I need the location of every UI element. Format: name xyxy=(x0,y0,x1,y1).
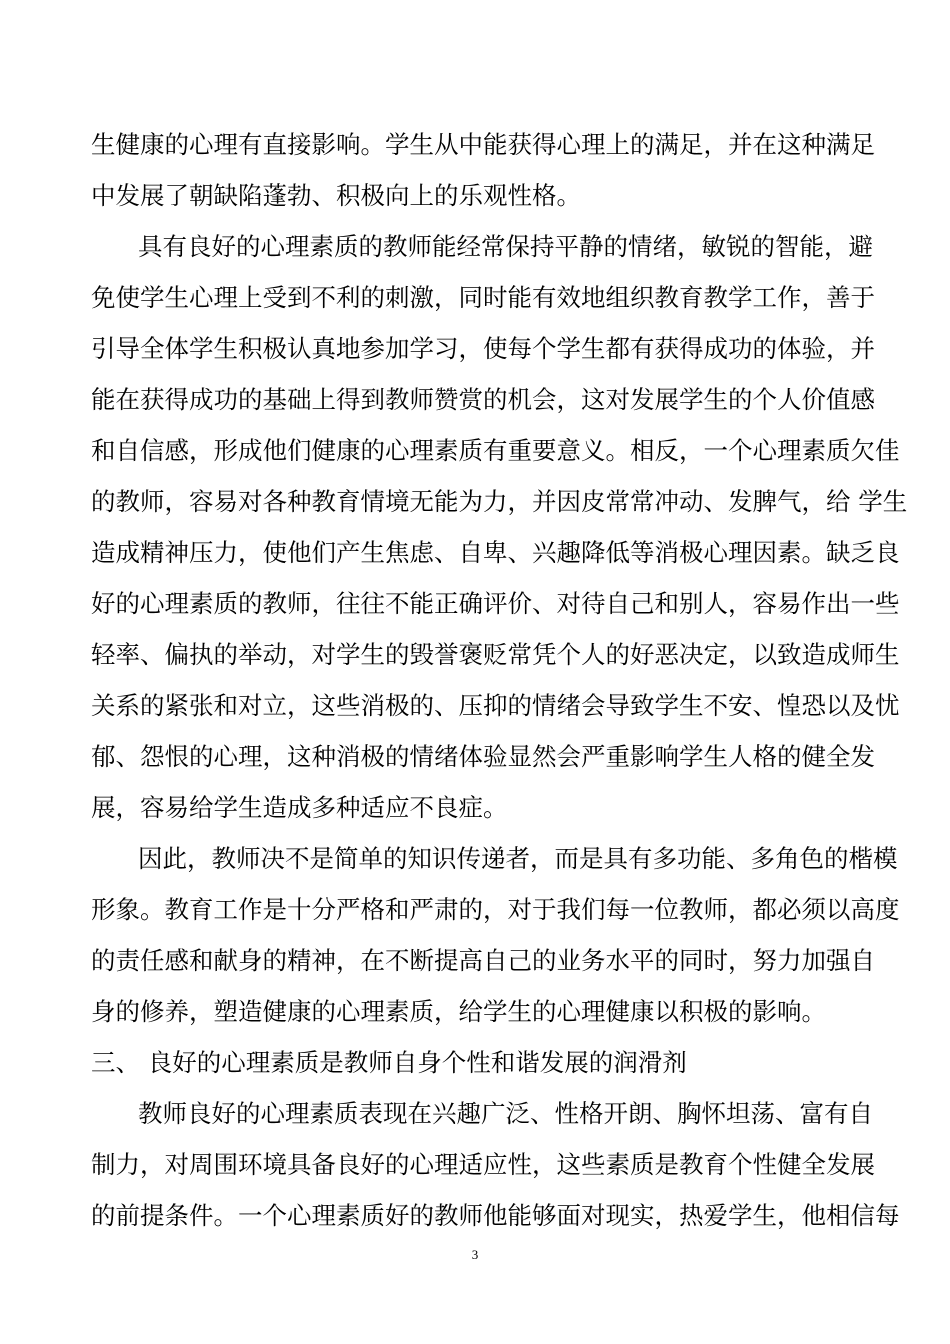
text-line: 身的修养，塑造健康的心理素质，给学生的心理健康以积极的影响。 xyxy=(91,997,826,1026)
text-line: 关系的紧张和对立，这些消极的、压抑的情绪会导致学生不安、惶恐以及忧 xyxy=(91,691,900,720)
text-line: 能在获得成功的基础上得到教师赞赏的机会，这对发展学生的个人价值感 xyxy=(91,385,875,414)
text-line: 轻率、偏执的举动，对学生的毁誉褒贬常凭个人的好恶决定，以致造成师生 xyxy=(91,640,900,669)
text-line: 引导全体学生积极认真地参加学习，使每个学生都有获得成功的体验，并 xyxy=(91,334,875,363)
text-line: 生健康的心理有直接影响。学生从中能获得心理上的满足，并在这种满足 xyxy=(91,130,875,159)
text-line: 制力，对周围环境具备良好的心理适应性，这些素质是教育个性健全发展 xyxy=(91,1150,875,1179)
paragraph-first-line: 教师良好的心理素质表现在兴趣广泛、性格开朗、胸怀坦荡、富有自 xyxy=(138,1099,873,1128)
page-number: 3 xyxy=(471,1247,479,1262)
text-line: 的前提条件。一个心理素质好的教师他能够面对现实，热爱学生，他相信每 xyxy=(91,1201,900,1230)
text-line: 和自信感，形成他们健康的心理素质有重要意义。相反，一个心理素质欠佳 xyxy=(91,436,900,465)
text-line: 的责任感和献身的精神，在不断提高自己的业务水平的同时，努力加强自 xyxy=(91,946,875,975)
paragraph-first-line: 因此，教师决不是简单的知识传递者，而是具有多功能、多角色的楷模 xyxy=(138,844,898,873)
paragraph-first-line: 具有良好的心理素质的教师能经常保持平静的情绪，敏锐的智能，避 xyxy=(138,232,873,261)
text-line: 中发展了朝缺陷蓬勃、积极向上的乐观性格。 xyxy=(91,181,581,210)
text-line: 展，容易给学生造成多种适应不良症。 xyxy=(91,793,508,822)
section-heading: 三、 良好的心理素质是教师自身个性和谐发展的润滑剂 xyxy=(91,1048,687,1077)
text-line: 形象。教育工作是十分严格和严肃的，对于我们每一位教师，都必须以高度 xyxy=(91,895,900,924)
text-line: 好的心理素质的教师，往往不能正确评价、对待自己和别人，容易作出一些 xyxy=(91,589,900,618)
text-line: 造成精神压力，使他们产生焦虑、自卑、兴趣降低等消极心理因素。缺乏良 xyxy=(91,538,900,567)
text-line: 免使学生心理上受到不利的刺激，同时能有效地组织教育教学工作，善于 xyxy=(91,283,875,312)
text-line: 郁、怨恨的心理，这种消极的情绪体验显然会严重影响学生人格的健全发 xyxy=(91,742,875,771)
text-line: 的教师，容易对各种教育情境无能为力，并因皮常常冲动、发脾气，给 学生 xyxy=(91,487,908,516)
